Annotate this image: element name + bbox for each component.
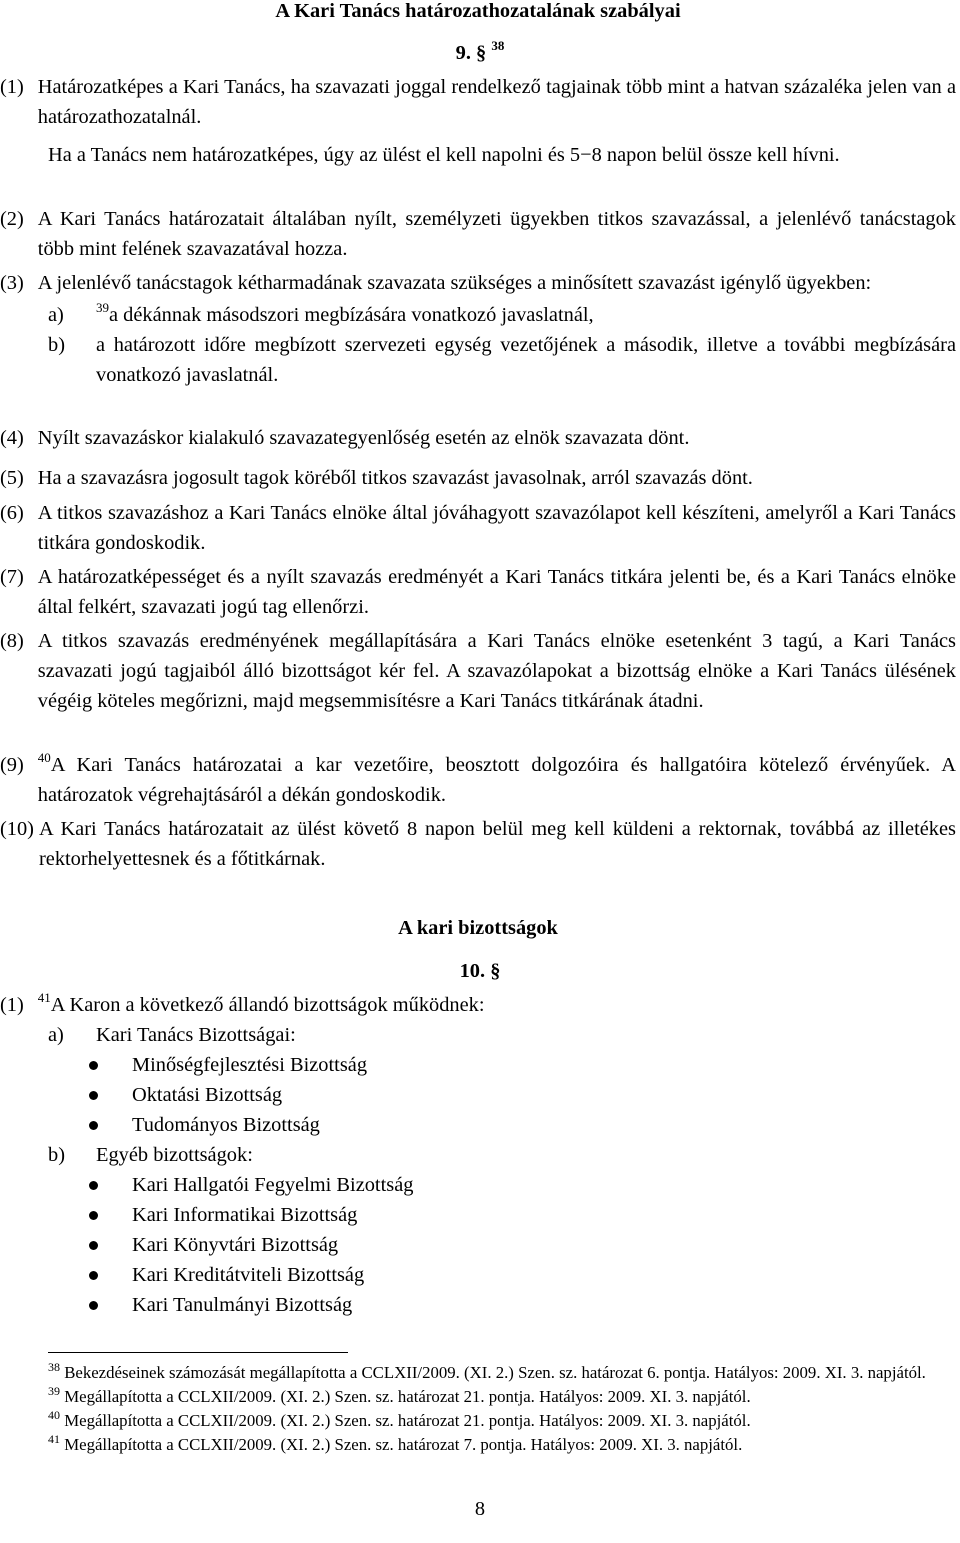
paragraph-9: [0, 750, 956, 810]
paragraph-number: (1): [0, 994, 24, 1016]
paragraph-text: A titkos szavazáshoz a Kari Tanács elnöke által jóváhagyott szavazólapot kell készíteni, amelyről a Kari Tanács titkára gondoskodik.: [37, 502, 956, 554]
footnote-separator: [48, 1352, 348, 1353]
footnote-ref: 39: [96, 300, 109, 315]
paragraph-text: $^{40}$A Kari Tanács határozatai a kar vezetőire, beosztott dolgozóira és hallgatóira kötelező érvényűek. A határozatok végrehajtásáról a dékán gondoskodik.: [37, 750, 956, 806]
footnote: [48, 1433, 956, 1457]
paragraph-text: Ha a Tanács nem határozatképes, úgy az ülést el kell napolni és 5−8 napon belül össze kell hívni.: [48, 144, 840, 166]
paragraph-7: [0, 562, 956, 622]
footnote-text: Megállapította a CCLXII/2009. (XI. 2.) Szen. sz. határozat 7. pontja. Hatályos: 2009. XI. 3. napjától.: [64, 1435, 743, 1454]
footnote-number: 38: [48, 1360, 60, 1374]
list-item: [48, 300, 956, 330]
paragraph-4: [0, 423, 956, 453]
section-9-body: [0, 72, 956, 132]
paragraph-number: (4): [0, 427, 24, 449]
footnote-text: Bekezdéseinek számozását megállapította a CCLXII/2009. (XI. 2.) Szen. sz. határozat 6. pontja. Hatályos: 2009. XI. 3. napjától.: [64, 1363, 926, 1382]
item-label: a): [48, 304, 64, 326]
footnotes: [48, 1361, 956, 1457]
paragraph-text: $^{41}$A Karon a következő állandó bizottságok működnek:: [37, 990, 485, 1016]
paragraph-text: A titkos szavazás eredményének megállapítására a Kari Tanács elnöke esetenként 3 tagú, a Kari Tanács szavazati jogú tagjaiból álló bizottságot kér fel. A szavazólapokat a bizottság elnöke a Kari Tanács ülésének végéig köteles megőrizni, majd megsemmisítésre a Kari Tanács titkárának átadni.: [37, 630, 956, 712]
section-heading-9: [0, 38, 960, 68]
footnote-number: 41: [48, 1432, 60, 1446]
group-title: Egyéb bizottságok:: [96, 1144, 253, 1166]
item-label: b): [48, 1144, 65, 1166]
committee-list-b: [0, 1170, 956, 1320]
paragraph-1-continued: [0, 140, 956, 170]
footnote: [48, 1409, 956, 1433]
section-number: 9. §: [455, 42, 487, 64]
item-text: a határozott időre megbízott szervezeti egység vezetőjének a második, illetve a további megbízására vonatkozó javaslatnál.: [96, 334, 956, 386]
committee-item: Minőségfejlesztési Bizottság: [0, 1050, 956, 1080]
footnote-text: Megállapította a CCLXII/2009. (XI. 2.) Szen. sz. határozat 21. pontja. Hatályos: 2009. XI. 3. napjától.: [64, 1387, 751, 1406]
paragraph-3: [0, 268, 956, 390]
committee-list-a: [0, 1050, 956, 1140]
committee-item: Kari Könyvtári Bizottság: [0, 1230, 956, 1260]
paragraph-5: [0, 463, 956, 493]
paragraph-text: A határozatképességet és a nyílt szavazás eredményét a Kari Tanács titkára jelenti be, és a Kari Tanács elnöke által felkért, szavazati jogú tag ellenőrzi.: [37, 566, 956, 618]
paragraph-text: A jelenlévő tanácstagok kétharmadának szavazata szükséges a minősített szavazást igénylő ügyekben:: [37, 272, 872, 294]
committee-item: Kari Hallgatói Fegyelmi Bizottság: [0, 1170, 956, 1200]
paragraph-text: A Kari Tanács határozatait az ülést követő 8 napon belül meg kell küldeni a rektornak, továbbá az illetékes rektorhelyettesnek és a főtitkárnak.: [38, 818, 956, 870]
item-label: a): [48, 1024, 64, 1046]
committee-item: Kari Informatikai Bizottság: [0, 1200, 956, 1230]
committee-item: Kari Tanulmányi Bizottság: [0, 1290, 956, 1320]
footnote-ref: 41: [37, 990, 51, 1005]
footnote-text: Megállapította a CCLXII/2009. (XI. 2.) Szen. sz. határozat 21. pontja. Hatályos: 2009. XI. 3. napjától.: [64, 1411, 751, 1430]
section-10-body: [0, 990, 956, 1320]
paragraph-number: (5): [0, 467, 24, 489]
committee-group-b: [0, 1140, 956, 1170]
group-title: Kari Tanács Bizottságai:: [96, 1024, 296, 1046]
paragraph-1: [0, 72, 956, 132]
paragraph-text: Nyílt szavazáskor kialakuló szavazategyenlőség esetén az elnök szavazata dönt.: [37, 427, 690, 449]
page-number: 8: [474, 1498, 486, 1520]
paragraph-number: (1): [0, 76, 24, 98]
footnote-number: 39: [48, 1384, 60, 1398]
paragraph-10: [0, 814, 956, 874]
paragraph-number: (2): [0, 208, 24, 230]
paragraph-3-items: [0, 300, 956, 390]
committee-item: Oktatási Bizottság: [0, 1080, 956, 1110]
paragraph-number: (10): [0, 818, 34, 840]
paragraph-2: [0, 204, 956, 264]
committees-intro: [0, 990, 956, 1020]
item-label: b): [48, 334, 65, 356]
committee-item: Tudományos Bizottság: [0, 1110, 956, 1140]
committees-title: A kari bizottságok: [398, 917, 558, 939]
paragraph-number: (6): [0, 502, 24, 524]
paragraph-number: (7): [0, 566, 24, 588]
committee-item: Kari Kreditátviteli Bizottság: [0, 1260, 956, 1290]
footnote-ref: 40: [37, 750, 51, 765]
footnote: [48, 1361, 956, 1385]
paragraph-8: [0, 626, 956, 716]
paragraph-text: Határozatképes a Kari Tanács, ha szavazati joggal rendelkező tagjainak több mint a hatvan százaléka jelen van a határozathozatalnál.: [37, 76, 956, 128]
footnote-ref: 38: [491, 38, 505, 53]
footnote-number: 40: [48, 1408, 60, 1422]
paragraph-text: A Kari Tanács határozatait általában nyílt, személyzeti ügyekben titkos szavazással, a jelenlévő tanácstagok több mint felének szavazatával hozza.: [37, 208, 956, 260]
paragraph-6: [0, 498, 956, 558]
paragraph-number: (9): [0, 754, 24, 776]
paragraph-number: (3): [0, 272, 24, 294]
committee-group-a: [0, 1020, 956, 1050]
page-title: A Kari Tanács határozathozatalának szabályai: [275, 0, 681, 22]
item-text: $^{39}$a dékánnak másodszori megbízására vonatkozó javaslatnál,: [96, 300, 594, 326]
paragraph-text: Ha a szavazásra jogosult tagok köréből titkos szavazást javasolnak, arról szavazás dönt.: [37, 467, 753, 489]
section-heading-10: 10. §: [459, 960, 501, 982]
list-item: [48, 330, 956, 390]
footnote: [48, 1385, 956, 1409]
paragraph-number: (8): [0, 630, 24, 652]
